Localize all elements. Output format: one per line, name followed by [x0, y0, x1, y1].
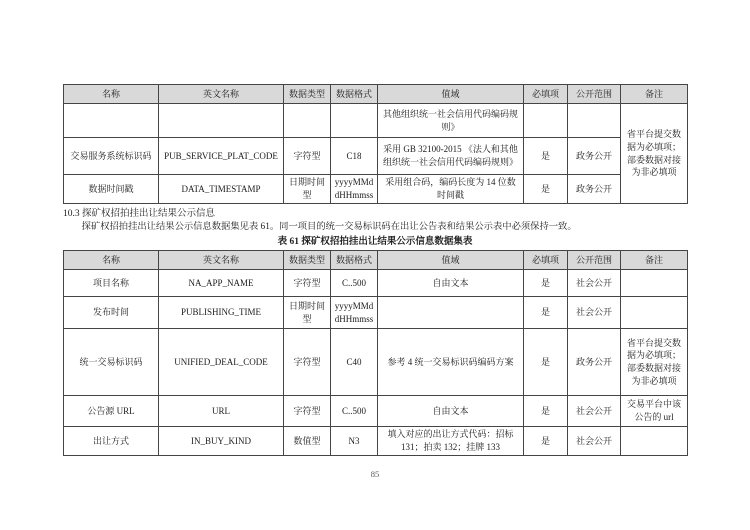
- cell-type: 日期时间型: [284, 175, 331, 204]
- cell-type: 字符型: [284, 396, 331, 427]
- cell-scope: 政务公开: [568, 175, 621, 204]
- page-content: [63, 84, 687, 479]
- table-row: [64, 104, 688, 138]
- column-header-type: 数据类型: [284, 251, 331, 270]
- table1-header-row: [64, 85, 688, 104]
- cell-type: 日期时间型: [284, 297, 331, 329]
- table-row: [64, 175, 688, 204]
- cell-scope: 社会公开: [568, 396, 621, 427]
- column-header-name: 名称: [64, 85, 159, 104]
- cell-required: 是: [524, 329, 568, 396]
- table-row: [64, 270, 688, 297]
- cell-required: [524, 104, 568, 138]
- cell-range: 其他组织统一社会信用代码编码规则》: [378, 104, 524, 138]
- cell-range: 自由文本: [378, 270, 524, 297]
- cell-name: 公告源 URL: [64, 396, 159, 427]
- cell-format: C..500: [331, 396, 378, 427]
- cell-type: 字符型: [284, 270, 331, 297]
- cell-note: [621, 427, 688, 456]
- section-paragraph: 探矿权招拍挂出让结果公示信息数据集见表 61。同一项目的统一交易标识码在出让公告表和结果公示表中必须保持一致。: [81, 222, 577, 232]
- cell-scope: [568, 104, 621, 138]
- cell-scope: 社会公开: [568, 427, 621, 456]
- table-row: [64, 329, 688, 396]
- cell-name: [64, 104, 159, 138]
- column-header-required: 必填项: [524, 251, 568, 270]
- cell-name: 项目名称: [64, 270, 159, 297]
- table2-header-row: [64, 251, 688, 270]
- section-heading: 10.3 探矿权招拍挂出让结果公示信息: [63, 209, 216, 219]
- cell-name: 出让方式: [64, 427, 159, 456]
- page-number: 85: [370, 469, 380, 479]
- cell-note: [621, 297, 688, 329]
- cell-range: [378, 297, 524, 329]
- cell-format: yyyyMMddHHmmss: [331, 297, 378, 329]
- cell-note: 交易平台中该公告的 url: [621, 396, 688, 427]
- cell-range: 采用组合码，编码长度为 14 位数时间戳: [378, 175, 524, 204]
- cell-note: 省平台提交数据为必填项；部委数据对接为非必填项: [621, 329, 688, 396]
- cell-name: 发布时间: [64, 297, 159, 329]
- cell-name: 交易服务系统标识码: [64, 138, 159, 175]
- cell-range: 自由文本: [378, 396, 524, 427]
- table2-caption: 表 61 探矿权招拍挂出让结果公示信息数据集表: [277, 237, 473, 247]
- column-header-range: 值域: [378, 85, 524, 104]
- cell-note: [621, 270, 688, 297]
- cell-english: DATA_TIMESTAMP: [159, 175, 284, 204]
- cell-type: [284, 104, 331, 138]
- cell-required: 是: [524, 297, 568, 329]
- column-header-required: 必填项: [524, 85, 568, 104]
- cell-english: URL: [159, 396, 284, 427]
- table1-exploration-transfer-info: [63, 84, 688, 204]
- column-header-format: 数据格式: [331, 85, 378, 104]
- table-row: [64, 427, 688, 456]
- cell-english: PUB_SERVICE_PLAT_CODE: [159, 138, 284, 175]
- cell-english: UNIFIED_DEAL_CODE: [159, 329, 284, 396]
- cell-scope: 政务公开: [568, 329, 621, 396]
- cell-format: [331, 104, 378, 138]
- column-header-format: 数据格式: [331, 251, 378, 270]
- cell-required: 是: [524, 427, 568, 456]
- cell-format: yyyyMMddHHmmss: [331, 175, 378, 204]
- cell-range: 参考 4 统一交易标识码编码方案: [378, 329, 524, 396]
- cell-scope: 社会公开: [568, 297, 621, 329]
- cell-required: 是: [524, 270, 568, 297]
- cell-name: 数据时间戳: [64, 175, 159, 204]
- cell-range: 采用 GB 32100-2015 《法人和其他组织统一社会信用代码编码规则》: [378, 138, 524, 175]
- column-header-scope: 公开范围: [568, 251, 621, 270]
- table-row: [64, 297, 688, 329]
- table2-result-publicity-dataset: [63, 250, 688, 456]
- column-header-note: 备注: [621, 251, 688, 270]
- cell-type: 字符型: [284, 329, 331, 396]
- column-header-name: 名称: [64, 251, 159, 270]
- table-row: [64, 396, 688, 427]
- cell-format: C..500: [331, 270, 378, 297]
- column-header-range: 值域: [378, 251, 524, 270]
- cell-english: [159, 104, 284, 138]
- cell-scope: 政务公开: [568, 138, 621, 175]
- cell-english: IN_BUY_KIND: [159, 427, 284, 456]
- table-row: [64, 138, 688, 175]
- cell-type: 数值型: [284, 427, 331, 456]
- cell-format: N3: [331, 427, 378, 456]
- column-header-type: 数据类型: [284, 85, 331, 104]
- cell-format: C18: [331, 138, 378, 175]
- cell-scope: 社会公开: [568, 270, 621, 297]
- column-header-english: 英文名称: [159, 251, 284, 270]
- column-header-english: 英文名称: [159, 85, 284, 104]
- cell-type: 字符型: [284, 138, 331, 175]
- cell-english: NA_APP_NAME: [159, 270, 284, 297]
- cell-format: C40: [331, 329, 378, 396]
- cell-required: 是: [524, 138, 568, 175]
- cell-required: 是: [524, 396, 568, 427]
- cell-required: 是: [524, 175, 568, 204]
- column-header-note: 备注: [621, 85, 688, 104]
- cell-note-merged: 省平台提交数据为必填项；部委数据对接为非必填项: [621, 104, 688, 204]
- cell-name: 统一交易标识码: [64, 329, 159, 396]
- column-header-scope: 公开范围: [568, 85, 621, 104]
- cell-english: PUBLISHING_TIME: [159, 297, 284, 329]
- cell-range: 填入对应的出让方式代码：招标 131；拍卖 132；挂牌 133: [378, 427, 524, 456]
